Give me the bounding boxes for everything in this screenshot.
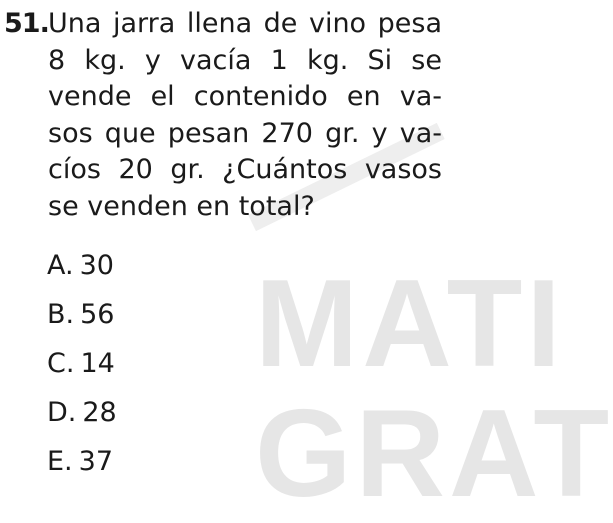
option-e[interactable] bbox=[47, 444, 117, 493]
option-value: 56 bbox=[80, 299, 115, 330]
option-letter: A. bbox=[47, 250, 74, 281]
question-line: Una jarra llena de vino pesa bbox=[48, 8, 442, 39]
option-letter: D. bbox=[47, 397, 77, 428]
option-value: 28 bbox=[82, 397, 117, 428]
question-line: 8 kg. y vacía 1 kg. Si se bbox=[48, 44, 442, 76]
answer-options bbox=[47, 248, 117, 493]
question-text bbox=[48, 6, 442, 225]
option-a[interactable] bbox=[47, 248, 117, 297]
watermark-text-line2: GRAT bbox=[255, 385, 613, 523]
option-letter: E. bbox=[47, 446, 73, 477]
question-line: sos que pesan 270 gr. y va- bbox=[48, 117, 442, 149]
watermark-text-line1: MATI bbox=[255, 255, 565, 393]
option-d[interactable] bbox=[47, 395, 117, 444]
question-line: vende el contenido en va- bbox=[48, 81, 442, 112]
option-value: 14 bbox=[80, 348, 115, 379]
question-line: cíos 20 gr. ¿Cuántos vasos bbox=[48, 154, 442, 185]
option-b[interactable] bbox=[47, 297, 117, 346]
option-value: 37 bbox=[78, 446, 114, 477]
option-c[interactable] bbox=[47, 346, 117, 395]
option-value: 30 bbox=[79, 250, 114, 281]
option-letter: B. bbox=[47, 299, 75, 330]
question-line: se venden en total? bbox=[48, 190, 315, 222]
option-letter: C. bbox=[47, 348, 75, 379]
question-number: 51. bbox=[4, 8, 49, 39]
